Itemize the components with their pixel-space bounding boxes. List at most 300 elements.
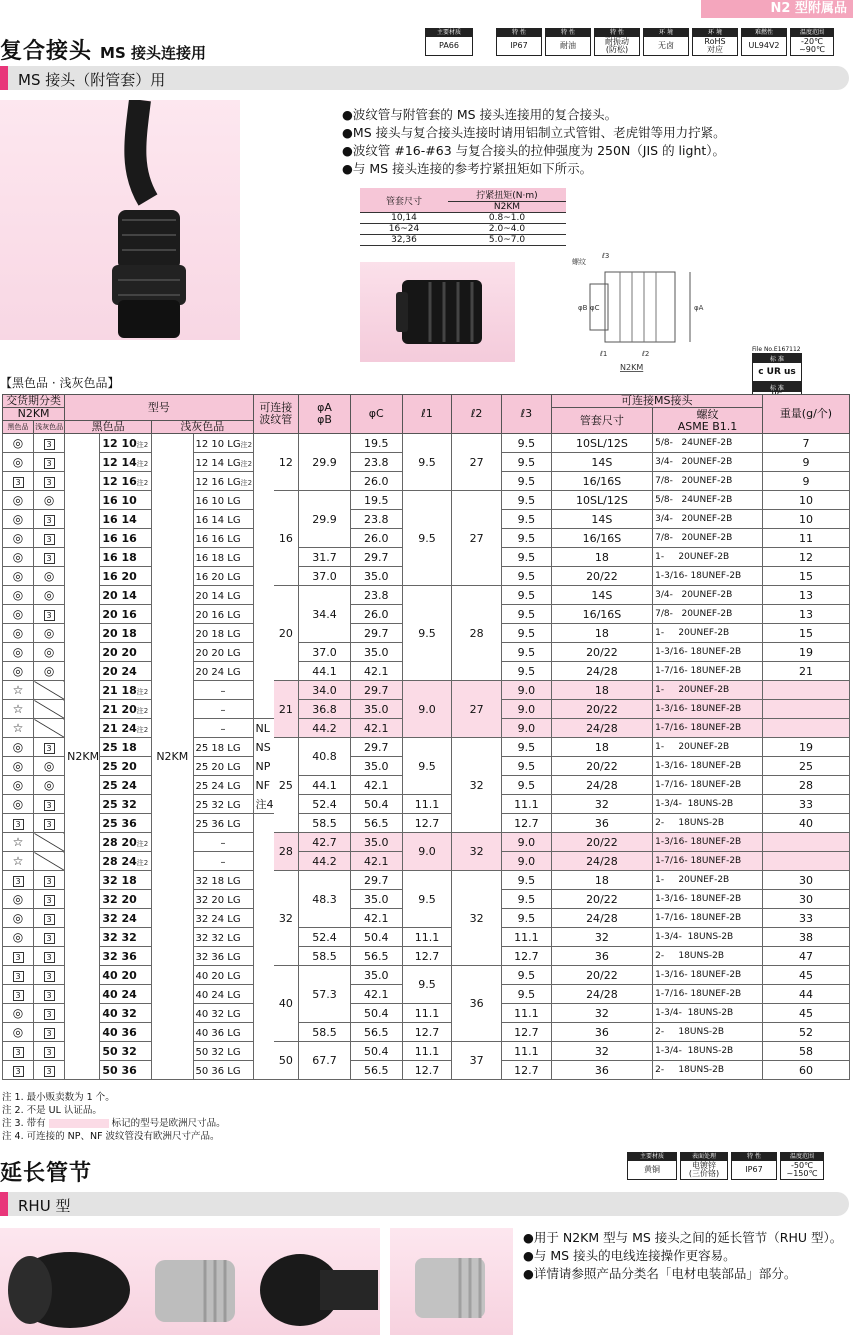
phi-ab: 37.0	[299, 643, 351, 662]
model-gray-number: 40 36 LG	[195, 1027, 241, 1039]
torque-row	[360, 224, 566, 235]
table-row	[3, 928, 850, 947]
thread-spec: 3/4- 20UNEF-2B	[653, 586, 763, 605]
model-number: 20 24	[102, 664, 137, 678]
property-badge	[741, 28, 787, 56]
stock-box-icon: 3	[44, 800, 55, 811]
stock-gray	[34, 909, 65, 928]
model-black	[100, 1004, 152, 1023]
table-row	[3, 966, 850, 985]
th-model-black: 黑色品	[65, 421, 152, 434]
model-gray-number: 32 18 LG	[195, 875, 241, 887]
length-l3: 9.5	[502, 871, 552, 890]
model-number: 12 10	[102, 436, 137, 450]
weight	[762, 833, 849, 852]
notes	[2, 1091, 226, 1143]
length-l1: 12.7	[402, 947, 452, 966]
section-title: MS 接头（附管套）用	[18, 71, 166, 89]
property-value: -20℃ ~90℃	[799, 37, 825, 54]
conduit-size: 40	[274, 966, 299, 1042]
length-l3: 12.7	[502, 814, 552, 833]
weight: 33	[762, 795, 849, 814]
model-gray	[193, 453, 253, 472]
extension-title: 延长管节	[0, 1161, 93, 1186]
length-l3: 9.5	[502, 453, 552, 472]
phi-ab: 67.7	[299, 1042, 351, 1080]
model-number: 12 16	[102, 474, 137, 488]
phi-ab: 37.0	[299, 567, 351, 586]
model-gray-note: 注2	[240, 478, 253, 487]
th-stock: 交货期分类	[3, 395, 65, 408]
phi-c: 19.5	[350, 491, 402, 510]
length-l1: 12.7	[402, 1061, 452, 1080]
model-gray-number: 20 16 LG	[195, 609, 241, 621]
weight: 19	[762, 738, 849, 757]
stock-gray	[34, 814, 65, 833]
stock-gray: ◎	[34, 624, 65, 643]
extension-section-bar	[0, 1192, 849, 1216]
model-black	[100, 624, 152, 643]
th-weight: 重量(g/个)	[762, 395, 849, 434]
stock-box-icon: 3	[44, 971, 55, 982]
phi-ab: 42.7	[299, 833, 351, 852]
stock-box-icon: 3	[44, 876, 55, 887]
sleeve-size: 18	[551, 624, 652, 643]
stock-black: ◎	[3, 776, 34, 795]
thread-spec: 7/8- 20UNEF-2B	[653, 472, 763, 491]
phi-ab: 44.2	[299, 719, 351, 738]
th-phiab: φA φB	[299, 395, 351, 434]
length-l2: 36	[452, 966, 502, 1042]
length-l2: 27	[452, 434, 502, 491]
stock-box-icon: 3	[44, 1066, 55, 1077]
table-row	[3, 1042, 850, 1061]
model-number: 25 18	[102, 740, 137, 754]
torque-value: 5.0~7.0	[448, 235, 566, 246]
weight: 10	[762, 510, 849, 529]
table-row	[3, 1004, 850, 1023]
title-text: 复合接头	[0, 39, 93, 64]
phi-c: 42.1	[350, 909, 402, 928]
length-l3: 9.5	[502, 909, 552, 928]
model-gray-number: 12 16 LG	[195, 476, 241, 488]
extension-photo	[0, 1228, 380, 1335]
length-l3: 9.5	[502, 643, 552, 662]
model-gray	[193, 985, 253, 1004]
stock-gray	[34, 1023, 65, 1042]
model-note: 注2	[136, 839, 149, 848]
sleeve-size: 32	[551, 795, 652, 814]
phi-ab: 52.4	[299, 928, 351, 947]
model-gray	[193, 1004, 253, 1023]
stock-black: ◎	[3, 624, 34, 643]
length-l3: 9.5	[502, 529, 552, 548]
length-l3: 9.5	[502, 890, 552, 909]
weight: 60	[762, 1061, 849, 1080]
model-black	[100, 814, 152, 833]
weight	[762, 700, 849, 719]
torque-row	[360, 235, 566, 246]
weight: 15	[762, 567, 849, 586]
model-note: 注2	[136, 858, 149, 867]
phi-c: 50.4	[350, 1004, 402, 1023]
svg-text:φC: φC	[590, 304, 600, 312]
model-black	[100, 529, 152, 548]
jis-cert: 标 准	[752, 382, 802, 411]
stock-gray	[34, 1042, 65, 1061]
sleeve-size: 32	[551, 1004, 652, 1023]
length-l1: 11.1	[402, 1004, 452, 1023]
stock-gray	[34, 605, 65, 624]
stock-black: ◎	[3, 1023, 34, 1042]
model-gray	[193, 1042, 253, 1061]
table-row	[3, 738, 850, 757]
torque-value: 2.0~4.0	[448, 224, 566, 235]
color-label: 【黑色品 · 浅灰色品】	[0, 376, 120, 390]
stock-box-icon: 3	[44, 515, 55, 526]
sleeve-size: 24/28	[551, 719, 652, 738]
model-black	[100, 757, 152, 776]
model-gray	[193, 548, 253, 567]
model-black	[100, 871, 152, 890]
thread-spec: 1-3/4- 18UNS-2B	[653, 928, 763, 947]
phi-ab: 58.5	[299, 947, 351, 966]
torque-size: 32,36	[360, 235, 448, 246]
table-row	[3, 1023, 850, 1042]
phi-c: 19.5	[350, 434, 402, 453]
th-l1: ℓ1	[402, 395, 452, 434]
weight: 52	[762, 1023, 849, 1042]
thread-spec: 2- 18UNS-2B	[653, 1023, 763, 1042]
svg-text:ℓ3: ℓ3	[602, 252, 610, 260]
property-head: 特 性	[497, 29, 541, 37]
phi-c: 26.0	[350, 472, 402, 491]
phi-c: 23.8	[350, 586, 402, 605]
feature-list	[342, 106, 847, 178]
torque-value: 0.8~1.0	[448, 213, 566, 224]
conduit-size: 21	[274, 681, 299, 738]
model-black	[100, 947, 152, 966]
extension-closeup-image	[390, 1228, 513, 1335]
thread-spec: 1- 20UNEF-2B	[653, 681, 763, 700]
length-l3: 9.0	[502, 681, 552, 700]
model-number: 32 32	[102, 930, 137, 944]
property-value: 耐振动 (防松)	[605, 37, 629, 54]
model-gray-note: 注2	[240, 440, 253, 449]
model-gray-number: 25 20 LG	[195, 761, 241, 773]
thread-spec: 7/8- 20UNEF-2B	[653, 529, 763, 548]
sleeve-size: 20/22	[551, 643, 652, 662]
model-black	[100, 567, 152, 586]
weight: 15	[762, 624, 849, 643]
property-head: 温度范围	[781, 1153, 823, 1161]
weight: 45	[762, 1004, 849, 1023]
model-gray-number: 40 24 LG	[195, 989, 241, 1001]
model-gray	[193, 472, 253, 491]
property-badge	[780, 1152, 824, 1180]
stock-box-icon: 3	[13, 952, 24, 963]
extension-feature-item: ●详情请参照产品分类名「电材电装部品」部分。	[523, 1266, 797, 1281]
phi-c: 56.5	[350, 1023, 402, 1042]
stock-gray	[34, 738, 65, 757]
model-gray	[193, 928, 253, 947]
table-row	[3, 434, 850, 453]
stock-box-icon: 3	[44, 819, 55, 830]
sleeve-size: 24/28	[551, 662, 652, 681]
property-value: -50℃ ~150℃	[786, 1161, 818, 1178]
weight: 30	[762, 871, 849, 890]
th-stock-sub: N2KM	[3, 408, 65, 421]
model-gray-number: –	[220, 704, 226, 716]
feature-item: ●波纹管 #16-#63 与复合接头的拉伸强度为 250N（JIS 的 light）。	[342, 143, 726, 158]
model-black	[100, 662, 152, 681]
product-photo	[0, 100, 240, 340]
sleeve-size: 18	[551, 871, 652, 890]
property-value: PA66	[439, 41, 459, 50]
length-l2: 37	[452, 1042, 502, 1080]
model-number: 50 36	[102, 1063, 137, 1077]
connector-nut	[112, 265, 186, 305]
stock-gray: ◎	[34, 643, 65, 662]
length-l3: 12.7	[502, 1061, 552, 1080]
phi-ab: 58.5	[299, 814, 351, 833]
thread-spec: 3/4- 20UNEF-2B	[653, 510, 763, 529]
phi-c: 35.0	[350, 643, 402, 662]
stock-box-icon: 3	[44, 1028, 55, 1039]
model-gray-number: 20 24 LG	[195, 666, 241, 678]
sleeve-size: 20/22	[551, 567, 652, 586]
model-gray	[193, 890, 253, 909]
feature-item: ●MS 接头与复合接头连接时请用铝制立式管钳、老虎钳等用力拧紧。	[342, 125, 726, 140]
extension-feature-item: ●用于 N2KM 型与 MS 接头之间的延长管节（RHU 型）。	[523, 1230, 843, 1245]
length-l3: 9.5	[502, 472, 552, 491]
phi-ab: 34.0	[299, 681, 351, 700]
stock-gray	[34, 890, 65, 909]
sleeve-size: 36	[551, 814, 652, 833]
sleeve-size: 20/22	[551, 833, 652, 852]
length-l3: 9.5	[502, 510, 552, 529]
model-number: 20 16	[102, 607, 137, 621]
closeup-body	[402, 280, 482, 344]
conduit-size: 50	[274, 1042, 299, 1080]
model-number: 40 20	[102, 968, 137, 982]
stock-gray	[34, 871, 65, 890]
torque-size: 10,14	[360, 213, 448, 224]
length-l1: 9.5	[402, 586, 452, 681]
torque-row	[360, 213, 566, 224]
connector-head	[118, 300, 180, 338]
thread-spec: 1-3/16- 18UNEF-2B	[653, 833, 763, 852]
model-gray-number: 25 36 LG	[195, 818, 241, 830]
property-head: 特 性	[546, 29, 590, 37]
model-number: 16 18	[102, 550, 137, 564]
stock-black: ◎	[3, 529, 34, 548]
phi-c: 56.5	[350, 947, 402, 966]
phi-c: 50.4	[350, 1042, 402, 1061]
sleeve-size: 24/28	[551, 776, 652, 795]
phi-ab: 57.3	[299, 966, 351, 1023]
length-l3: 9.5	[502, 491, 552, 510]
length-l3: 9.5	[502, 567, 552, 586]
stock-box-icon: 3	[44, 914, 55, 925]
stock-black: ◎	[3, 890, 34, 909]
sleeve-size: 24/28	[551, 985, 652, 1004]
stock-gray	[34, 947, 65, 966]
thread-spec: 5/8- 24UNEF-2B	[653, 491, 763, 510]
stock-gray	[34, 472, 65, 491]
sleeve-size: 32	[551, 928, 652, 947]
model-gray-note: 注2	[240, 459, 253, 468]
thread-spec: 1- 20UNEF-2B	[653, 738, 763, 757]
thread-spec: 1- 20UNEF-2B	[653, 624, 763, 643]
drawing-svg	[550, 252, 720, 372]
conduit-size: 20	[274, 586, 299, 681]
length-l1: 9.0	[402, 833, 452, 871]
thread-spec: 1-7/16- 18UNEF-2B	[653, 662, 763, 681]
extension-feature-item: ●与 MS 接头的电线连接操作更容易。	[523, 1248, 736, 1263]
stock-box-icon: 3	[44, 1009, 55, 1020]
phi-ab: 34.4	[299, 586, 351, 643]
stock-black: ◎	[3, 491, 34, 510]
stock-box-icon: 3	[13, 477, 24, 488]
ul-cert: 标 准 c UR us	[752, 353, 802, 382]
model-note: 注2	[136, 459, 149, 468]
model-gray-number: 20 18 LG	[195, 628, 241, 640]
length-l3: 9.5	[502, 662, 552, 681]
weight: 44	[762, 985, 849, 1004]
property-head: 温度范围	[791, 29, 833, 37]
property-badge	[545, 28, 591, 56]
model-number: 32 36	[102, 949, 137, 963]
stock-gray	[34, 795, 65, 814]
property-head: 难燃性	[742, 29, 786, 37]
extension-section-title: RHU 型	[18, 1197, 71, 1215]
model-black	[100, 510, 152, 529]
model-gray	[193, 700, 253, 719]
stock-black: ☆	[3, 852, 34, 871]
model-black	[100, 434, 152, 453]
phi-c: 35.0	[350, 567, 402, 586]
stock-box-icon: 3	[44, 534, 55, 545]
stock-gray	[34, 1004, 65, 1023]
stock-box-icon: 3	[44, 553, 55, 564]
sleeve-size: 10SL/12S	[551, 434, 652, 453]
closeup-ring	[396, 292, 408, 332]
weight: 9	[762, 453, 849, 472]
stock-gray	[34, 510, 65, 529]
model-black	[100, 833, 152, 852]
stock-gray	[34, 966, 65, 985]
property-value: RoHS 对应	[704, 37, 726, 54]
property-value: 电镀锌 (三价铬)	[688, 1161, 720, 1178]
model-note: 注2	[136, 478, 149, 487]
model-number: 25 24	[102, 778, 137, 792]
length-l3: 11.1	[502, 1042, 552, 1061]
conduit-type: NL	[253, 719, 274, 738]
stock-black: ☆	[3, 700, 34, 719]
weight: 21	[762, 662, 849, 681]
model-gray	[193, 719, 253, 738]
model-black	[100, 491, 152, 510]
stock-box-icon: 3	[13, 990, 24, 1001]
not-available-cell	[34, 681, 65, 700]
length-l3: 12.7	[502, 1023, 552, 1042]
stock-gray	[34, 434, 65, 453]
conduit-size: 25	[274, 738, 299, 833]
table-row	[3, 491, 850, 510]
model-gray-number: –	[220, 837, 226, 849]
th-thread: 螺纹 ASME B1.1	[653, 408, 763, 434]
length-l1: 12.7	[402, 1023, 452, 1042]
thread-spec: 1-3/16- 18UNEF-2B	[653, 567, 763, 586]
model-prefix-black: N2KM	[65, 434, 100, 1080]
phi-c: 56.5	[350, 1061, 402, 1080]
stock-black: ◎	[3, 928, 34, 947]
thread-spec: 1-7/16- 18UNEF-2B	[653, 909, 763, 928]
weight: 28	[762, 776, 849, 795]
stock-black	[3, 947, 34, 966]
length-l3: 9.0	[502, 852, 552, 871]
phi-c: 42.1	[350, 776, 402, 795]
property-badge	[790, 28, 834, 56]
table-row	[3, 947, 850, 966]
th-gray: 浅灰色品	[34, 421, 65, 434]
sleeve-size: 36	[551, 1061, 652, 1080]
sleeve-size: 14S	[551, 453, 652, 472]
model-gray-number: 32 36 LG	[195, 951, 241, 963]
weight: 45	[762, 966, 849, 985]
torque-col-torque: 拧紧扭矩(N·m)	[448, 188, 566, 202]
model-gray	[193, 871, 253, 890]
phi-c: 50.4	[350, 928, 402, 947]
extension-feature-list	[523, 1229, 848, 1283]
model-number: 16 20	[102, 569, 137, 583]
model-gray	[193, 814, 253, 833]
conduit-size: 12	[274, 434, 299, 491]
property-head: 环 境	[644, 29, 688, 37]
property-badge	[627, 1152, 677, 1180]
model-black	[100, 700, 152, 719]
model-number: 16 16	[102, 531, 137, 545]
phi-c: 35.0	[350, 700, 402, 719]
sleeve-size: 20/22	[551, 966, 652, 985]
th-ms: 可连接MS接头	[551, 395, 762, 408]
model-black	[100, 795, 152, 814]
weight: 25	[762, 757, 849, 776]
model-number: 25 20	[102, 759, 137, 773]
model-black	[100, 453, 152, 472]
length-l3: 12.7	[502, 947, 552, 966]
pink-swatch	[49, 1119, 109, 1128]
phi-c: 26.0	[350, 605, 402, 624]
model-black	[100, 738, 152, 757]
weight: 12	[762, 548, 849, 567]
thread-spec: 1-3/16- 18UNEF-2B	[653, 966, 763, 985]
model-note: 注2	[136, 687, 149, 696]
model-gray-number: –	[220, 856, 226, 868]
weight: 47	[762, 947, 849, 966]
property-badge	[594, 28, 640, 56]
property-value: IP67	[510, 41, 528, 50]
stock-black: ◎	[3, 434, 34, 453]
model-black	[100, 966, 152, 985]
model-gray-number: 25 32 LG	[195, 799, 241, 811]
model-gray-number: 25 24 LG	[195, 780, 241, 792]
sleeve-size: 14S	[551, 510, 652, 529]
phi-c: 42.1	[350, 985, 402, 1004]
model-number: 28 20	[102, 835, 137, 849]
property-badge	[425, 28, 473, 56]
